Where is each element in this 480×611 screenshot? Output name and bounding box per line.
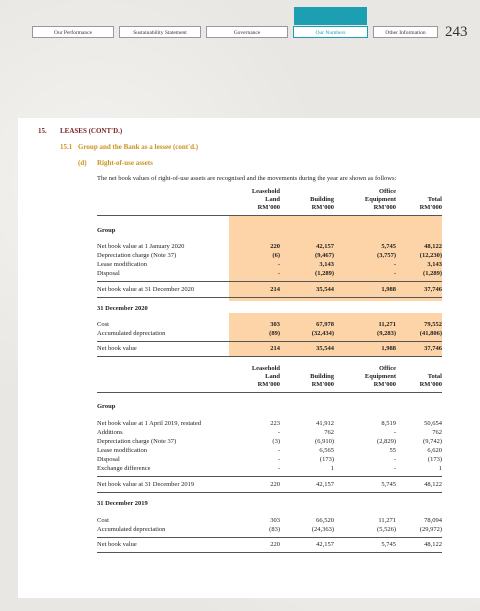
col-header-total: Total RM'000: [419, 196, 442, 211]
divider: [97, 215, 442, 216]
divider: [97, 392, 442, 393]
col-header-total: Total RM'000: [419, 373, 442, 388]
subsection-number: 15.1: [60, 143, 73, 151]
table-row: Depreciation charge (Note 37) (6) (9,467) (3,757) (12,230): [97, 252, 442, 259]
divider: [97, 341, 442, 342]
item-title: Right-of-use assets: [97, 159, 153, 167]
table-row-cost: Cost 303 66,520 11,271 78,094: [97, 517, 442, 524]
subsection-title: Group and the Bank as a lessee (cont'd.): [78, 143, 199, 151]
table-row: Disposal - (1,289) - (1,289): [97, 270, 442, 277]
divider: [97, 537, 442, 538]
table-row-accumulated-depreciation: Accumulated depreciation (83) (24,363) (5,526) (29,972): [97, 526, 442, 533]
tab-other-information[interactable]: Other Information: [373, 26, 438, 38]
table-row-closing-balance: Net book value at 31 December 2019 220 42,157 5,745 48,122: [97, 481, 442, 488]
table-row: Disposal - (173) - (173): [97, 456, 442, 463]
item-letter: (d): [78, 159, 87, 167]
table-row: Net book value at 1 April 2019, restated 223 41,912 8,519 50,654: [97, 420, 442, 427]
table-row: Depreciation charge (Note 37) (3) (6,910) (2,829) (9,742): [97, 438, 442, 445]
table-row: Lease modification - 3,143 - 3,143: [97, 261, 442, 268]
divider: [97, 297, 442, 298]
group-label: Group: [97, 227, 116, 234]
table-row-closing-balance: Net book value at 31 December 2020 214 35,544 1,988 37,746: [97, 286, 442, 293]
section-number: 15.: [38, 127, 47, 135]
tab-governance[interactable]: Governance: [206, 26, 288, 38]
col-header-leasehold-land: Leasehold Land RM'000: [251, 188, 280, 211]
table-row-net-book-value: Net book value 214 35,544 1,988 37,746: [97, 345, 442, 352]
divider: [97, 356, 442, 357]
tab-sustainability-statement[interactable]: Sustainability Statement: [119, 26, 201, 38]
table-row-cost: Cost 303 67,978 11,271 79,552: [97, 321, 442, 328]
section-title: LEASES (CONT'D.): [60, 127, 123, 135]
col-header-building: Building RM'000: [310, 373, 334, 388]
table-row-net-book-value: Net book value 220 42,157 5,745 48,122: [97, 541, 442, 548]
table-row: Net book value at 1 January 2020 220 42,157 5,745 48,122: [97, 243, 442, 250]
col-header-leasehold-land: Leasehold Land RM'000: [251, 365, 280, 388]
date-label: 31 December 2019: [97, 500, 148, 507]
divider: [97, 281, 442, 282]
table-row: Lease modification - 6,565 55 6,620: [97, 447, 442, 454]
tab-our-numbers[interactable]: Our Numbers: [293, 26, 368, 38]
group-label: Group: [97, 403, 116, 410]
col-header-building: Building RM'000: [310, 196, 334, 211]
divider: [97, 476, 442, 477]
tab-our-performance[interactable]: Our Performance: [32, 26, 114, 38]
table-row: Additions - 762 - 762: [97, 429, 442, 436]
date-label: 31 December 2020: [97, 305, 148, 312]
divider: [97, 552, 442, 553]
col-header-office-equipment: Office Equipment RM'000: [364, 188, 396, 211]
col-header-office-equipment: Office Equipment RM'000: [364, 365, 396, 388]
table-row-accumulated-depreciation: Accumulated depreciation (89) (32,434) (9,283) (41,806): [97, 330, 442, 337]
intro-text: The net book values of right-of-use assets are recognised and the movements during the year are shown as follows:: [97, 175, 397, 182]
page-number: 243: [445, 24, 468, 40]
divider: [97, 492, 442, 493]
table-row: Exchange difference - 1 - 1: [97, 465, 442, 472]
